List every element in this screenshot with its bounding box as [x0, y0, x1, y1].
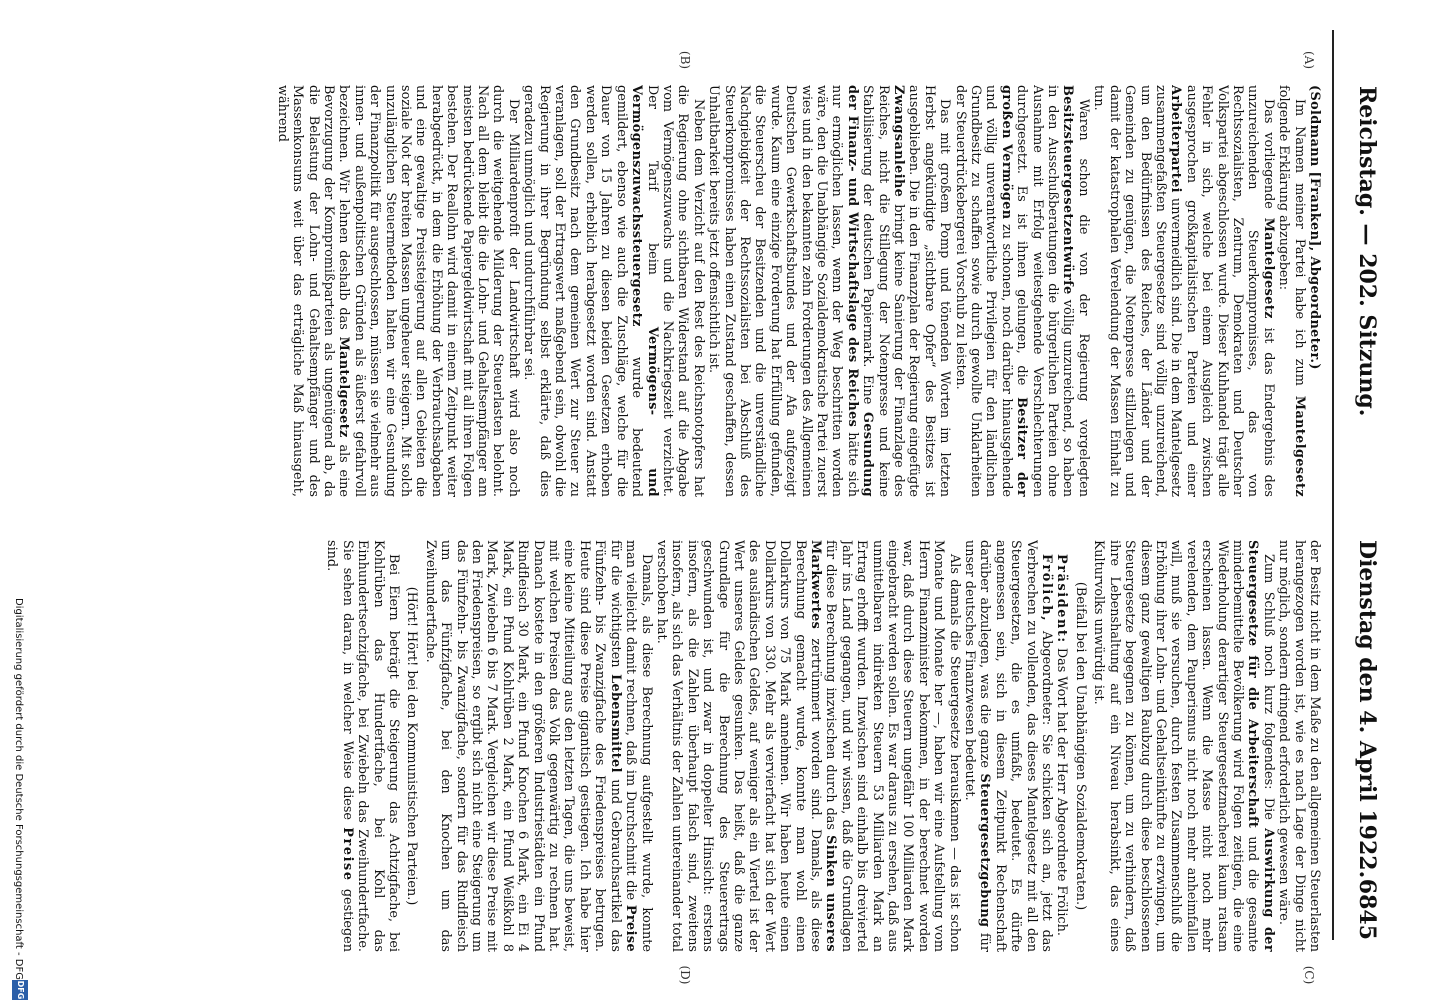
- dfg-logo: DFG: [12, 980, 28, 1000]
- header-right: Dienstag den 4. April 1922.: [1354, 540, 1380, 879]
- paragraph: Der Milliardenprofit der Landwirtschaft wird also noch durch die weitgehende Milderung der Steuerlasten belohnt. Nach all dem bleibt die die Lohn- und Gehaltsempfänger am meisten bedrückende Papiergeldwirtschaft mit all ihren Folgen bestehen. Der Reallohn wird damit in einem Zeitpunkt weiter herabgedrückt, in dem die Erhöhung der Verbrauchsabgaben und eine gewaltige Preissteigerung auf allen Gebieten die soziale Not der breiten Massen ungeheuer steigern. Mit solch unzulänglichen Steuermethoden halten wir eine Gesundung der Finanzpolitik für ausgeschlossen, müssen sie vielmehr aus innen- und außenpolitischen Gründen als äußerst gefahrvoll bezeichnen. Wir lehnen deshalb das Mantelgesetz als eine Bevorzugung der Kompromißparteien als ungenügend ab, da die Belastung der Lohn- und Gehaltsempfänger und des Massenkonsums weit über das erträgliche Maß hinausgeht, während: [274, 85, 521, 497]
- header-left: Reichstag. — 202. Sitzung.: [1354, 86, 1380, 417]
- margin-mark-c: (C): [1302, 965, 1316, 985]
- paragraph: Frölich, Abgeordneter: Sie schicken sich an, jetzt das Verbrechen zu vollenden, das dieses Mantelgesetz mit all den Steuergesetzen, die es umfaßt, bedeutet. Es dürfte angemessen sein, sich in diesem Zeitpunkt Rechenschaft darüber abzulegen, was die ganze Steuergesetzgebung für unser deutsches Finanzwesen bedeutet.: [962, 540, 1055, 952]
- paragraph: Das mit großem Pomp und tönenden Worten im letzten Herbst angekündigte „sichtbare Opfer“ des Besitzes ist ausgeblieben. Die in den Finanzplan der Regierung eingefügte Zwangsanleihe bringt keine Sanierung der Finanzlage des Reiches, nicht die Stillegung der Notenpresse und keine Stabilisierung der deutschen Papiermark. Eine Gesundung der Finanz- und Wirtschaftslage des Reiches hätte sich nur ermöglichen lassen, wenn der Weg beschritten worden wäre, den die Unabhängige Sozialdemokratische Partei zuerst wies und in den bekannten zehn Forderungen des Allgemeinen Deutschen Gewerkschaftsbundes und der Afa aufgezeigt wurde. Kaum eine einzige Forderung hat Erfüllung gefunden, die Steuerscheu der Besitzenden und die unverständliche Nachgiebigkeit der Rechtssozialisten bei Abschluß des Steuerkompromisses haben einen Zustand geschaffen, dessen Unhaltbarkeit bereits jetzt offensichtlich ist.: [706, 85, 953, 497]
- paragraph: Bei Eiern beträgt die Steigerung das Achtzigfache, bei Kohlrüben das Hundertfache, bei Kohl das Einhundertsechzigfache, bei Zwiebeln das Zweihundertfache. Sie sehen daran, in welcher Weise diese Preise gestiegen sind.: [324, 540, 402, 952]
- paragraph: Waren schon die von der Regierung vorgelegten Besitzsteuergesetzentwürfe völlig unzureichend, so haben in den Ausschußberatungen die bürgerlichen Parteien ohne Ausnahme mit Erfolg weitestgehende Verschlechterungen durchgesetzt. Es ist ihnen gelungen, die Besitzer der großen Vermögen zu schonen, noch darüber hinausgehende und völlig unverantwortliche Privilegien für den ländlichen Grundbesitz zu schaffen sowie durch gewollte Unklarheiten der Steuerdrückebergerei Vorschub zu leisten.: [952, 85, 1091, 497]
- digitization-credit: Digitalisierung gefördert durch die Deutsche Forschungsgemeinschaft - DFG: [13, 597, 24, 980]
- margin-mark-b: (B): [678, 50, 692, 70]
- margin-mark-d: (D): [678, 965, 692, 985]
- text-column-left: [32, 85, 1322, 497]
- paragraph: Neben dem Verzicht auf den Rest des Reichsnotopfers hat die Regierung ohne sichtbaren Widerstand auf die Abgabe vom Vermögenszuwachs und die Nachkriegszeit verzichtet. Der Tarif beim Vermögens- und Vermögenszuwachssteuergesetz wurde bedeutend gemildert, ebenso wie auch die Zuschläge, welche für die Dauer von 15 Jahren zu diesen beiden Gesetzen erhoben werden sollen, erheblich herabgesetzt worden sind. Anstatt den Grundbesitz nach dem gemeinen Wert zur Steuer zu veranlagen, soll der Ertragswert maßgebend sein, obwohl die Regierung in ihrer Begründung selbst erklärte, daß dies geradezu unmöglich und undurchführbar sei.: [521, 85, 706, 497]
- paragraph: Zum Schluß noch kurz folgendes: Die Auswirkung der Steuergesetze für die Arbeiterschaft und die gesamte minderbemittelte Bevölkerung wird Folgen zeitigen, die eine Wiederholung derartiger Steuergesetzmacherei kaum ratsam erscheinen lassen. Wenn die Masse nicht noch mehr verelenden, dem Pauperismus nicht noch mehr anheimfallen will, muß sie versuchen, durch festen Zusammenschluß die Erhöhung ihrer Lohn- und Gehaltseinkünfte zu erzwingen, um diesem ganz gewaltigen Raubzug durch diese beschlossenen Steuergesetze begegnen zu können, um zu verhindern, daß ihre Lebenshaltung auf ein Niveau herabsinkt, das eines Kulturvolks unwürdig ist.: [1091, 540, 1276, 952]
- header-rule: [1332, 30, 1334, 940]
- margin-mark-a: (A): [1302, 50, 1316, 70]
- paragraph: der Besitz nicht in dem Maße zu den allgemeinen Steuerlasten herangezogen worden ist, wie es nach Lage der Dinge nicht nur möglich, sondern dringend erforderlich gewesen wäre.: [1276, 540, 1322, 952]
- speaker-line: (Soldmann [Franken], Abgeordneter.): [1307, 85, 1322, 370]
- paragraph: Damals, als diese Berechnung aufgestellt wurde, konnte man vielleicht damit rechnen, daß im Durchschnitt die Preise für die wichtigsten Lebensmittel und Gebrauchsartikel das Fünfzehn- bis Zwanzigfache des Friedenspreises betrugen. Heute sind diese Preise gigantisch gestiegen. Ich habe hier eine kleine Mitteilung aus den letzten Tagen, die uns beweist, mit welchen Preisen das Volk gegenwärtig zu rechnen hat. Danach kostete in den größeren Industriestädten ein Pfund Rindfleisch 30 Mark, ein Pfund Knochen 6 Mark, ein Ei 4 Mark, ein Pfund Kohlrüben 2 Mark, ein Pfund Weißkohl 8 Mark, Zwiebeln 6 bis 7 Mark. Vergleichen wir diese Preise mit den Friedenspreisen, so ergibt sich nicht eine Steigerung um das Fünfzehn- bis Zwanzigfache, sondern für das Rindfleisch um das Fünfzigfache, bei den Knochen um das Zweihundertfache.: [422, 540, 654, 952]
- page-header: [1334, 30, 1394, 940]
- interjection: (Hört! Hört! bei den Kommunistischen Parteien.): [404, 586, 420, 906]
- text-column-right: [32, 540, 1322, 952]
- page-number: 6845: [1354, 878, 1380, 940]
- interjection: (Beifall bei den Unabhängigen Sozialdemokraten.): [1072, 581, 1088, 911]
- paragraph: Im Namen meiner Partei habe ich zum Mantelgesetz folgende Erklärung abzugeben:: [1276, 85, 1307, 497]
- paragraph: Präsident: Das Wort hat der Herr Abgeordnete Frölich.: [1054, 554, 1070, 936]
- paragraph: Als damals die Steuergesetze herauskamen — das ist schon Monate und Monate her —, haben wir eine Aufstellung vom Herrn Finanzminister bekommen, in der berechnet worden war, daß durch diese Steuern ungefähr 100 Milliarden Mark eingebracht werden sollen. Es war daraus zu ersehen, daß aus unmittelbaren indirekten Steuern 53 Milliarden Mark an Ertrag erhofft wurden. Inzwischen sind einhalb bis dreiviertel Jahr ins Land gegangen, und wir wissen, daß die Grundlagen für diese Berechnung inzwischen durch das Sinken unseres Markwertes zertrümmert worden sind. Damals, als diese Berechnung gemacht wurde, konnte man wohl einen Dollarkurs von 75 Mark annehmen. Wir haben heute einen Dollarkurs von 330. Mehr als vervierfacht hat sich der Wert des ausländischen Geldes, auf weniger als ein Viertel ist der Wert unseres Geldes gesunken. Das heißt, daß die ganze Grundlage für die Berechnung des Steuerertrags geschwunden ist, und zwar in doppelter Hinsicht: erstens insofern, als die Zahlen überhaupt falsch sind, zweitens insofern, als sich das Verhältnis der Zahlen untereinander total verschoben hat.: [653, 540, 962, 952]
- paragraph: Das vorliegende Mantelgesetz ist das Endergebnis des unzureichenden Steuerkompromisses, das von Rechtssozialisten, Zentrum, Demokraten und Deutscher Volkspartei abgeschlossen wurde. Dieser Kuhhandel trägt alle Fehler in sich, welche bei einem Ausgleich zwischen ausgesprochen großkapitalistischen Parteien und einer Arbeiterpartei unvermeidlich sind. Die in dem Mantelgesetz zusammengefaßten Steuergesetze sind völlig unzureichend, um den Bedürfnissen des Reiches, der Länder und der Gemeinden zu genügen, die Notenpresse stillzulegen und damit der katastrophalen Verelendung der Massen Einhalt zu tun.: [1091, 85, 1276, 497]
